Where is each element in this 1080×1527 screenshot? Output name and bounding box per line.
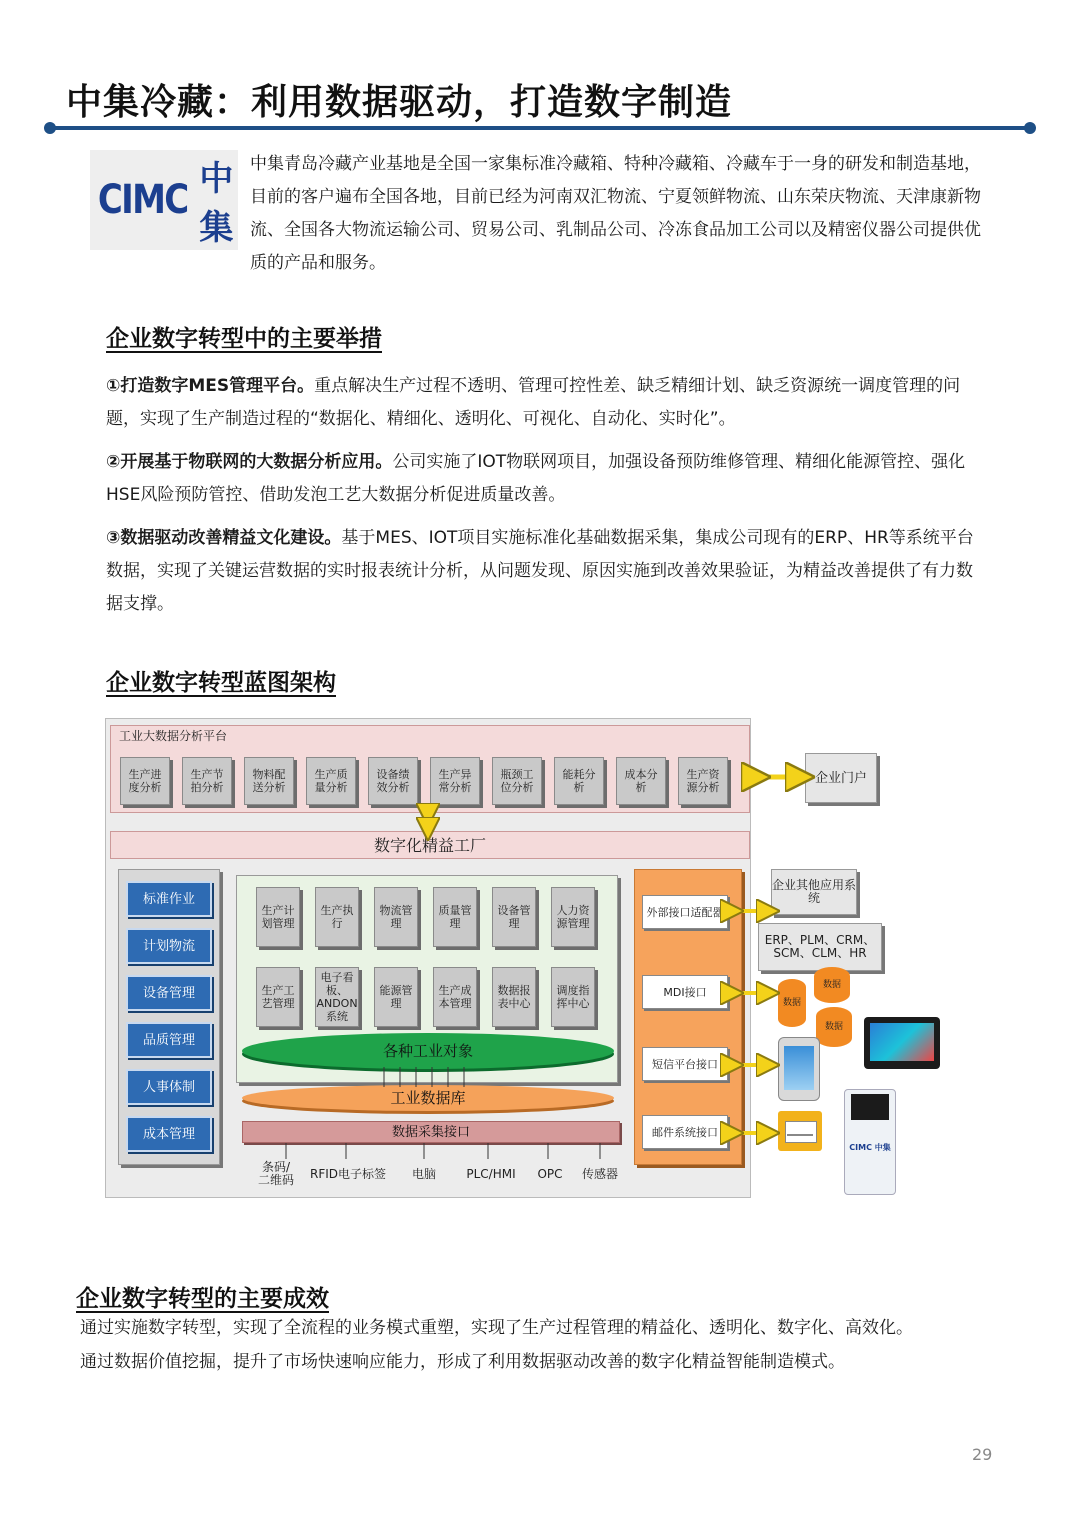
data-source: RFID电子标签 bbox=[309, 1166, 387, 1181]
data-source: 条码/二维码 bbox=[257, 1160, 294, 1187]
section-heading-blueprint: 企业数字转型蓝图架构 bbox=[106, 670, 336, 696]
analytics-module: 物料配送分析 bbox=[244, 757, 294, 805]
mes-module: 能源管理 bbox=[374, 967, 418, 1027]
logo-en: CIMC bbox=[97, 177, 188, 223]
mes-module: 电子看板、ANDON系统 bbox=[315, 967, 359, 1027]
measure-text: 基于MES、IOT项目实施标准化基础数据采集，集成公司现有的ERP、HR等系统平台数据，实现了关键运营数据的实时报表统计分析，从问题发现、原因实施到改善效果验证，为精益改善提供了有力数据支撑。 bbox=[106, 528, 974, 614]
analytics-module: 生产质量分析 bbox=[306, 757, 356, 805]
analytics-module: 瓶颈工位分析 bbox=[492, 757, 542, 805]
factory-title: 数字化精益工厂 bbox=[110, 831, 750, 859]
left-function-item: 品质管理 bbox=[126, 1022, 212, 1058]
result-line-1: 通过实施数字转型，实现了全流程的业务模式重塑，实现了生产过程管理的精益化、透明化、数字化、高效化。 bbox=[80, 1318, 913, 1338]
left-function-item: 设备管理 bbox=[126, 975, 212, 1011]
mes-module: 生产计划管理 bbox=[256, 887, 300, 947]
database-icon: 数据 bbox=[778, 979, 806, 1027]
analytics-module: 生产进度分析 bbox=[120, 757, 170, 805]
measure-lead: ②开展基于物联网的大数据分析应用。 bbox=[106, 452, 393, 472]
intro-paragraph: 中集青岛冷藏产业基地是全国一家集标准冷藏箱、特种冷藏箱、冷藏车于一身的研发和制造基地，目前的客户遍布全国各地，目前已经为河南双汇物流、宁夏领鲜物流、山东荣庆物流、天津康新物流、全国各大物流运输公司、贸易公司、乳制品公司、冷冻食品加工公司以及精密仪器公司提供优质的产品和服务。 bbox=[250, 154, 981, 273]
logo-cn: 中集 bbox=[199, 159, 234, 248]
result-line-2: 通过数据价值挖掘，提升了市场快速响应能力，形成了利用数据驱动改善的数字化精益智能制造模式。 bbox=[80, 1352, 845, 1372]
kiosk-label: CIMC 中集 bbox=[849, 1143, 891, 1152]
industrial-database: 工业数据库 bbox=[242, 1085, 614, 1111]
interface-box: 邮件系统接口 bbox=[642, 1115, 728, 1149]
divider-dot-left bbox=[44, 122, 56, 134]
analytics-module: 成本分析 bbox=[616, 757, 666, 805]
analytics-module: 能耗分析 bbox=[554, 757, 604, 805]
analytics-module: 设备绩效分析 bbox=[368, 757, 418, 805]
database-icon: 数据 bbox=[814, 967, 850, 1003]
mes-module: 物流管理 bbox=[374, 887, 418, 947]
title-divider bbox=[50, 126, 1030, 130]
measure-text: 重点解决生产过程不透明、管理可控性差、缺乏精细计划、缺乏资源统一调度管理的问题，实现了生产制造过程的“数据化、精细化、透明化、可视化、自动化、实时化”。 bbox=[106, 376, 961, 429]
section-heading-results: 企业数字转型的主要成效 bbox=[76, 1286, 329, 1312]
diagram-arrows bbox=[106, 719, 906, 1199]
analytics-module: 生产节拍分析 bbox=[182, 757, 232, 805]
data-source: 传感器 bbox=[581, 1166, 618, 1181]
analytics-module: 生产资源分析 bbox=[678, 757, 728, 805]
measure-item-2 bbox=[106, 446, 976, 512]
mes-module: 生产执行 bbox=[315, 887, 359, 947]
data-source: OPC bbox=[537, 1166, 563, 1181]
interface-box: MDI接口 bbox=[642, 975, 728, 1009]
measure-lead: ①打造数字MES管理平台。 bbox=[106, 376, 315, 396]
data-source: PLC/HMI bbox=[466, 1166, 516, 1181]
measure-item-3 bbox=[106, 522, 976, 621]
interface-box: 外部接口适配器 bbox=[642, 895, 728, 929]
mes-module: 质量管理 bbox=[433, 887, 477, 947]
mes-module: 调度指挥中心 bbox=[551, 967, 595, 1027]
data-collector: 数据采集接口 bbox=[242, 1121, 620, 1143]
industrial-objects: 各种工业对象 bbox=[242, 1033, 614, 1069]
mes-module: 数据报表中心 bbox=[492, 967, 536, 1027]
interface-box: 短信平台接口 bbox=[642, 1047, 728, 1081]
analytics-module: 生产异常分析 bbox=[430, 757, 480, 805]
left-function-item: 人事体制 bbox=[126, 1069, 212, 1105]
measure-text: 公司实施了IOT物联网项目，加强设备预防维修管理、精细化能源管控、强化HSE风险预防管控、借助发泡工艺大数据分析促进质量改善。 bbox=[106, 452, 966, 505]
page-number: 29 bbox=[972, 1445, 993, 1464]
measure-lead: ③数据驱动改善精益文化建设。 bbox=[106, 528, 342, 548]
erp-systems: ERP、PLM、CRM、SCM、CLM、HR bbox=[758, 923, 882, 971]
mes-module: 设备管理 bbox=[492, 887, 536, 947]
page-title: 中集冷藏：利用数据驱动，打造数字制造 bbox=[66, 82, 733, 123]
left-function-item: 计划物流 bbox=[126, 928, 212, 964]
database-icon: 数据 bbox=[816, 1007, 852, 1047]
enterprise-portal: 企业门户 bbox=[805, 753, 877, 803]
mes-module: 人力资源管理 bbox=[551, 887, 595, 947]
architecture-diagram bbox=[105, 718, 891, 1198]
mes-module: 生产工艺管理 bbox=[256, 967, 300, 1027]
mes-module: 生产成本管理 bbox=[433, 967, 477, 1027]
other-apps: 企业其他应用系统 bbox=[771, 869, 857, 915]
bigdata-title: 工业大数据分析平台 bbox=[119, 729, 228, 743]
divider-dot-right bbox=[1024, 122, 1036, 134]
left-function-item: 标准作业 bbox=[126, 881, 212, 917]
cimc-logo bbox=[90, 150, 238, 250]
left-function-item: 成本管理 bbox=[126, 1116, 212, 1152]
measure-item-1 bbox=[106, 370, 976, 436]
section-heading-measures: 企业数字转型中的主要举措 bbox=[106, 326, 382, 352]
data-source: 电脑 bbox=[411, 1166, 436, 1181]
